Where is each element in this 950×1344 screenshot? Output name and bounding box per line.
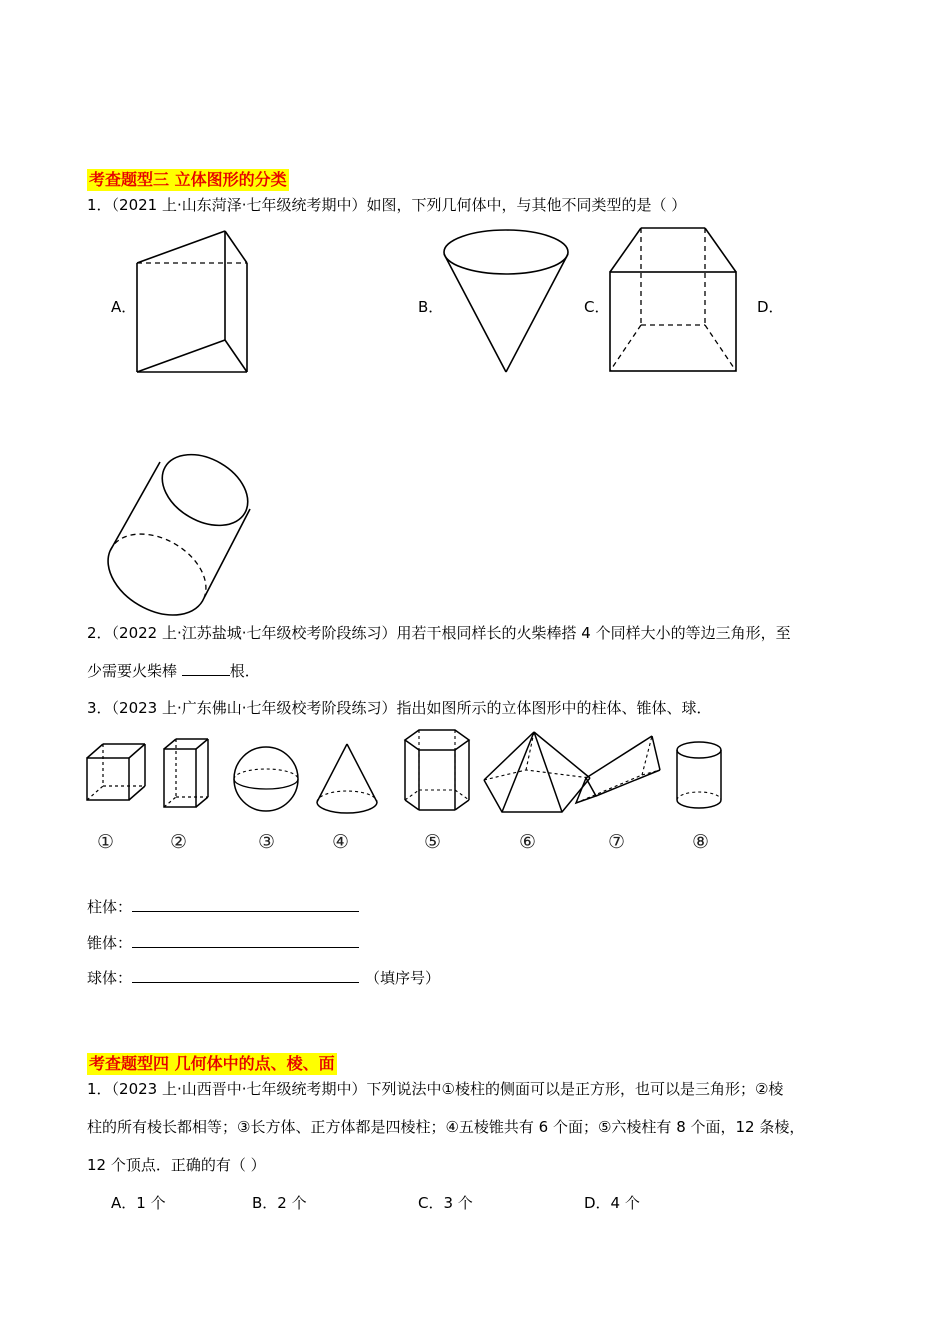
fill-sphere-blank[interactable] — [132, 968, 359, 983]
option-b-label: B． — [418, 298, 444, 316]
q4-option-a[interactable]: A．1 个 — [111, 1194, 166, 1212]
q4-option-c[interactable]: C．3 个 — [418, 1194, 473, 1212]
question-2-line2-post: 根． — [229, 662, 260, 680]
shape-label-2: ② — [170, 831, 188, 853]
fill-prism-blank[interactable] — [132, 897, 359, 912]
question-3-text: 3．（2023 上·广东佛山·七年级校考阶段练习）指出如图所示的立体图形中的柱体、锥体、球． — [87, 699, 712, 717]
cone-figure — [315, 742, 380, 817]
question-2-line1: 2．（2022 上·江苏盐城·七年级校考阶段练习）用若干根同样长的火柴棒搭 4 个同样大小的等边三角形，至 — [87, 624, 791, 642]
question-2-line2 — [87, 660, 260, 682]
sphere-figure — [232, 745, 302, 815]
fill-pyramid-blank[interactable] — [132, 933, 359, 948]
question-2-line2-pre: 少需要火柴棒 — [87, 662, 182, 680]
shape-label-7: ⑦ — [608, 831, 626, 853]
shape-label-8: ⑧ — [692, 831, 710, 853]
triangular-prism-lying-figure — [574, 733, 664, 808]
frustum-figure — [605, 224, 745, 376]
section-heading-3: 考查题型三 立体图形的分类 — [89, 170, 287, 189]
fill-note: （填序号） — [365, 969, 441, 987]
fill-pyramid-label: 锥体： — [87, 934, 133, 952]
question-1-text: 1．（2021 上·山东菏泽·七年级统考期中）如图，下列几何体中，与其他不同类型的是（ ） — [87, 196, 687, 214]
q4-option-b[interactable]: B．2 个 — [252, 1194, 307, 1212]
option-a-label: A． — [111, 298, 137, 316]
tilted-cylinder-figure — [105, 452, 255, 607]
fill-prism-row — [87, 896, 359, 918]
triangular-prism-figure — [130, 225, 255, 380]
shape-label-6: ⑥ — [519, 831, 537, 853]
q4-option-d[interactable]: D．4 个 — [584, 1194, 640, 1212]
option-d-label: D． — [757, 298, 784, 316]
cube-figure — [85, 742, 147, 804]
shape-label-5: ⑤ — [424, 831, 442, 853]
cylinder-figure — [675, 740, 725, 814]
fill-prism-label: 柱体： — [87, 898, 133, 916]
shape-label-1: ① — [97, 831, 115, 853]
fill-pyramid-row — [87, 932, 359, 954]
answer-blank[interactable] — [182, 661, 230, 676]
section-heading-4: 考查题型四 几何体中的点、棱、面 — [89, 1054, 335, 1073]
hexagonal-prism-figure — [403, 728, 471, 814]
question-4-line1: 1．（2023 上·山西晋中·七年级统考期中）下列说法中①棱柱的侧面可以是正方形，也可以是三角形；②棱 — [87, 1080, 784, 1098]
fill-sphere-label: 球体： — [87, 969, 133, 987]
cuboid-figure — [162, 737, 210, 809]
fill-sphere-row — [87, 967, 440, 989]
shape-label-4: ④ — [332, 831, 350, 853]
question-4-line2: 柱的所有棱长都相等；③长方体、正方体都是四棱柱；④五棱锥共有 6 个面；⑤六棱柱有 8 个面，12 条棱， — [87, 1118, 805, 1136]
inverted-cone-figure — [440, 227, 575, 375]
shape-label-3: ③ — [258, 831, 276, 853]
option-c-label: C． — [584, 298, 610, 316]
question-4-line3: 12 个顶点．正确的有（ ） — [87, 1156, 266, 1174]
